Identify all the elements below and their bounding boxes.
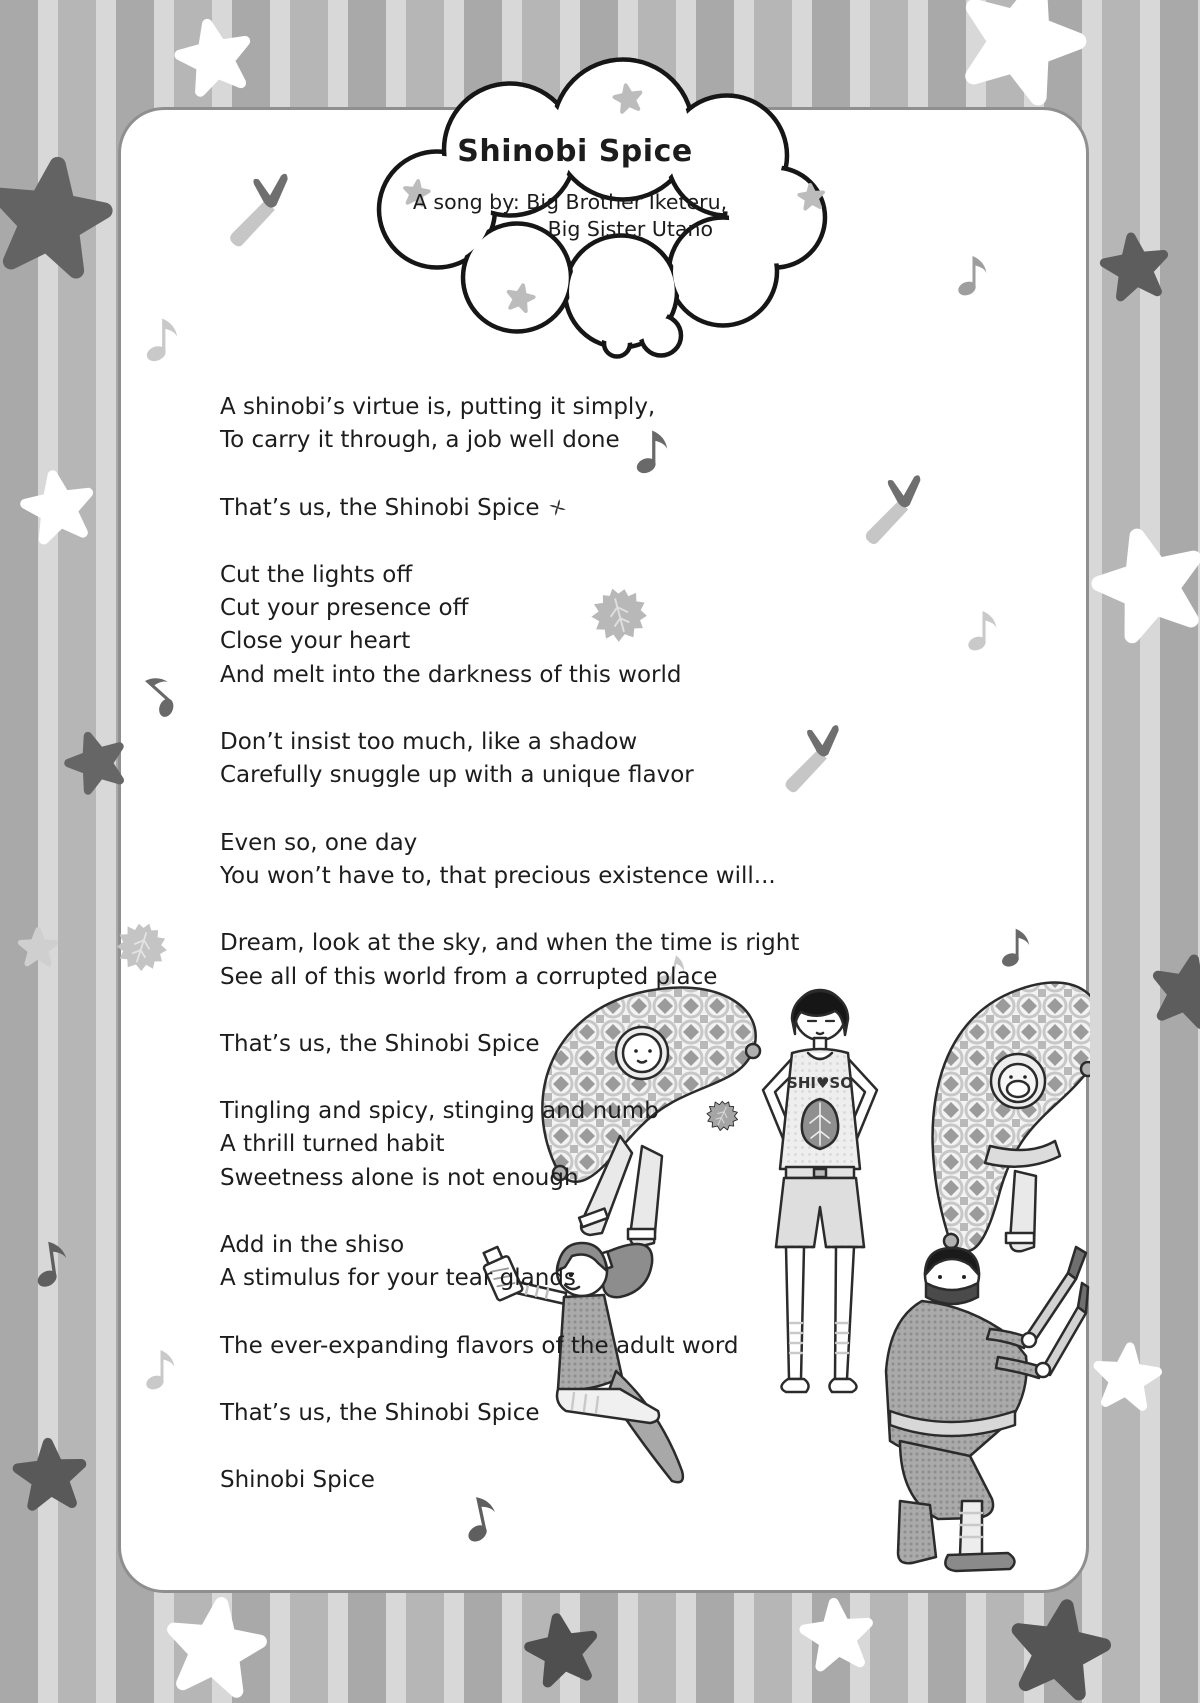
lyric-line: Shinobi Spice: [220, 1467, 375, 1494]
lyric-line: That’s us, the Shinobi Spice: [220, 1030, 540, 1057]
lyric-line: Cut your presence off: [220, 595, 469, 622]
star-icon: [159, 0, 269, 113]
star-icon: [1132, 937, 1200, 1043]
music-note-icon: [140, 306, 194, 370]
lyrics-stanza: [220, 559, 799, 692]
lyrics-stanza: [220, 1229, 799, 1296]
lyrics-stanza: [220, 1095, 799, 1195]
star-icon: [793, 178, 829, 214]
negi-icon: [222, 164, 302, 259]
lyrics-stanza: [220, 927, 799, 994]
lyrics-stanza: [220, 391, 799, 458]
lyric-line: Don’t insist too much, like a shadow: [220, 729, 638, 756]
lyric-line: Tingling and spicy, stinging and numb: [220, 1098, 659, 1125]
lyric-line: The ever-expanding flavors of the adult word: [220, 1332, 739, 1359]
lyric-line: Cut the lights off: [220, 561, 413, 588]
music-note-icon: [140, 1338, 190, 1398]
star-icon: [784, 1585, 891, 1683]
lyric-line: You won’t have to, that precious existence will...: [220, 862, 776, 889]
lyric-line: A thrill turned habit: [220, 1131, 445, 1158]
star-icon: [511, 1598, 613, 1700]
lyrics-stanza: [220, 827, 799, 894]
song-credit-line1: A song by: Big Brother Iketeru,: [412, 190, 728, 214]
star-icon: [607, 77, 649, 119]
lyrics-stanza: [220, 1397, 799, 1430]
lyric-line: And melt into the darkness of this world: [220, 661, 682, 688]
star-icon: [0, 123, 134, 310]
shirt-text: SHI♥SO: [787, 1074, 853, 1092]
lyric-line: That’s us, the Shinobi Spice: [220, 1399, 540, 1426]
lyrics-stanza: [220, 1028, 799, 1061]
star-icon: [130, 1576, 300, 1703]
lyric-line: A stimulus for your tear glands: [220, 1265, 576, 1292]
lyric-line: That’s us, the Shinobi Spice: [220, 492, 799, 525]
lyric-line: A shinobi’s virtue is, putting it simply,: [220, 394, 656, 420]
lyric-line: Dream, look at the sky, and when the time is right: [220, 930, 800, 957]
song-credit-line2: Big Sister Utano: [547, 217, 713, 241]
cape-ninja-right: [933, 982, 1090, 1251]
lyrics-stanza: [220, 1464, 799, 1497]
star-icon: [1082, 1328, 1173, 1424]
lyric-line: Sweetness alone is not enough: [220, 1164, 579, 1191]
star-icon: [3, 1427, 97, 1521]
star-icon: [14, 923, 62, 971]
lyric-line: See all of this world from a corrupted place: [220, 963, 718, 990]
music-note-icon: [24, 1226, 88, 1295]
lyric-line: To carry it through, a job well done: [220, 427, 620, 454]
lyrics-block: [220, 391, 799, 1532]
lyric-line: Carefully snuggle up with a unique flavor: [220, 762, 694, 789]
lyric-line: Add in the shiso: [220, 1232, 405, 1259]
star-icon: [7, 453, 110, 559]
music-note-icon: [962, 602, 1012, 656]
negi-icon: [858, 468, 934, 554]
lyric-line: Close your heart: [220, 628, 411, 655]
lyrics-stanza: [220, 492, 799, 525]
music-note-icon: [952, 248, 1002, 300]
masked-ninja: [886, 1247, 1088, 1571]
star-icon: [963, 1574, 1156, 1703]
lyric-line: Even so, one day: [220, 829, 418, 856]
star-icon: [500, 277, 542, 319]
lyrics-stanza: [220, 1330, 799, 1363]
lyrics-stanza: [220, 726, 799, 793]
shuriken-icon: [548, 497, 569, 518]
star-icon: [1089, 219, 1182, 314]
song-title: Shinobi Spice: [457, 134, 693, 169]
